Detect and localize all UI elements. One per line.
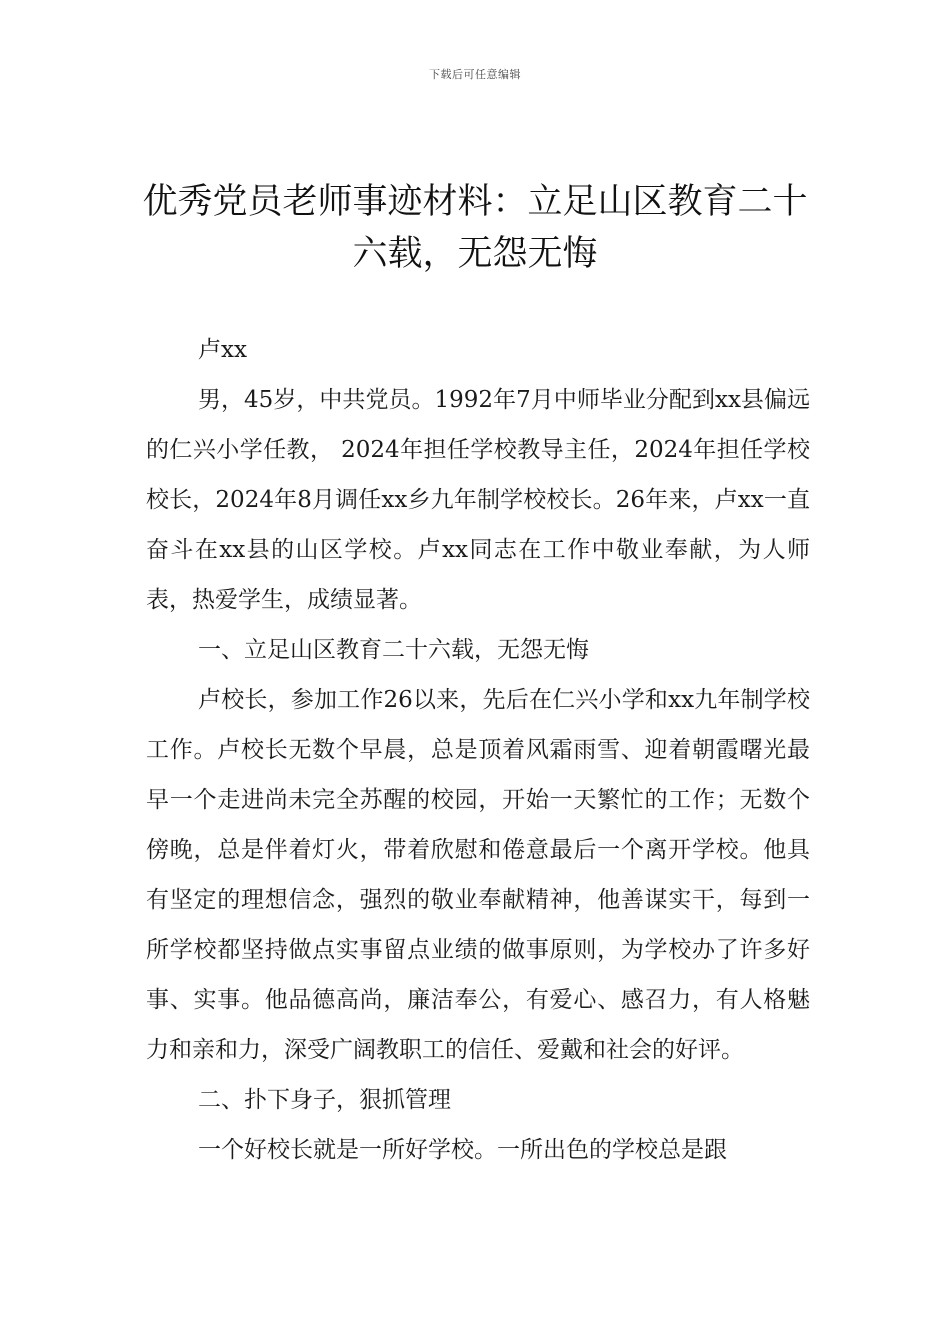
- header-note: 下载后可任意编辑: [429, 68, 521, 81]
- paragraph-section-1: 卢校长，参加工作26以来，先后在仁兴小学和xx九年制学校工作。卢校长无数个早晨，总是顶着风霜雨雪、迎着朝霞曙光最早一个走进尚未完全苏醒的校园，开始一天繁忙的工作；无数个傍晚，总是伴着灯火，带着欣慰和倦意最后一个离开学校。他具有坚定的理想信念，强烈的敬业奉献精神，他善谋实干，每到一所学校都坚持做点实事留点业绩的做事原则，为学校办了许多好事、实事。他品德高尚，廉洁奉公，有爱心、感召力，有人格魅力和亲和力，深受广阔教职工的信任、爱戴和社会的好评。: [146, 687, 810, 1063]
- section-heading-2: 二、扑下身子，狠抓管理: [198, 1087, 451, 1113]
- paragraph-section-2: 一个好校长就是一所好学校。一所出色的学校总是跟: [198, 1137, 727, 1163]
- section-heading-1: 一、立足山区教育二十六载，无怨无悔: [198, 637, 589, 663]
- author-line: 卢xx: [198, 337, 247, 363]
- document-title: 优秀党员老师事迹材料：立足山区教育二十六载，无怨无悔: [142, 182, 808, 274]
- document-body: [146, 325, 810, 1175]
- paragraph-intro: 男，45岁，中共党员。1992年7月中师毕业分配到xx县偏远的仁兴小学任教， 2024年担任学校教导主任，2024年担任学校校长，2024年8月调任xx乡九年制学校校长。26年来，卢xx一直奋斗在xx县的山区学校。卢xx同志在工作中敬业奉献，为人师表，热爱学生，成绩显著。: [146, 387, 810, 613]
